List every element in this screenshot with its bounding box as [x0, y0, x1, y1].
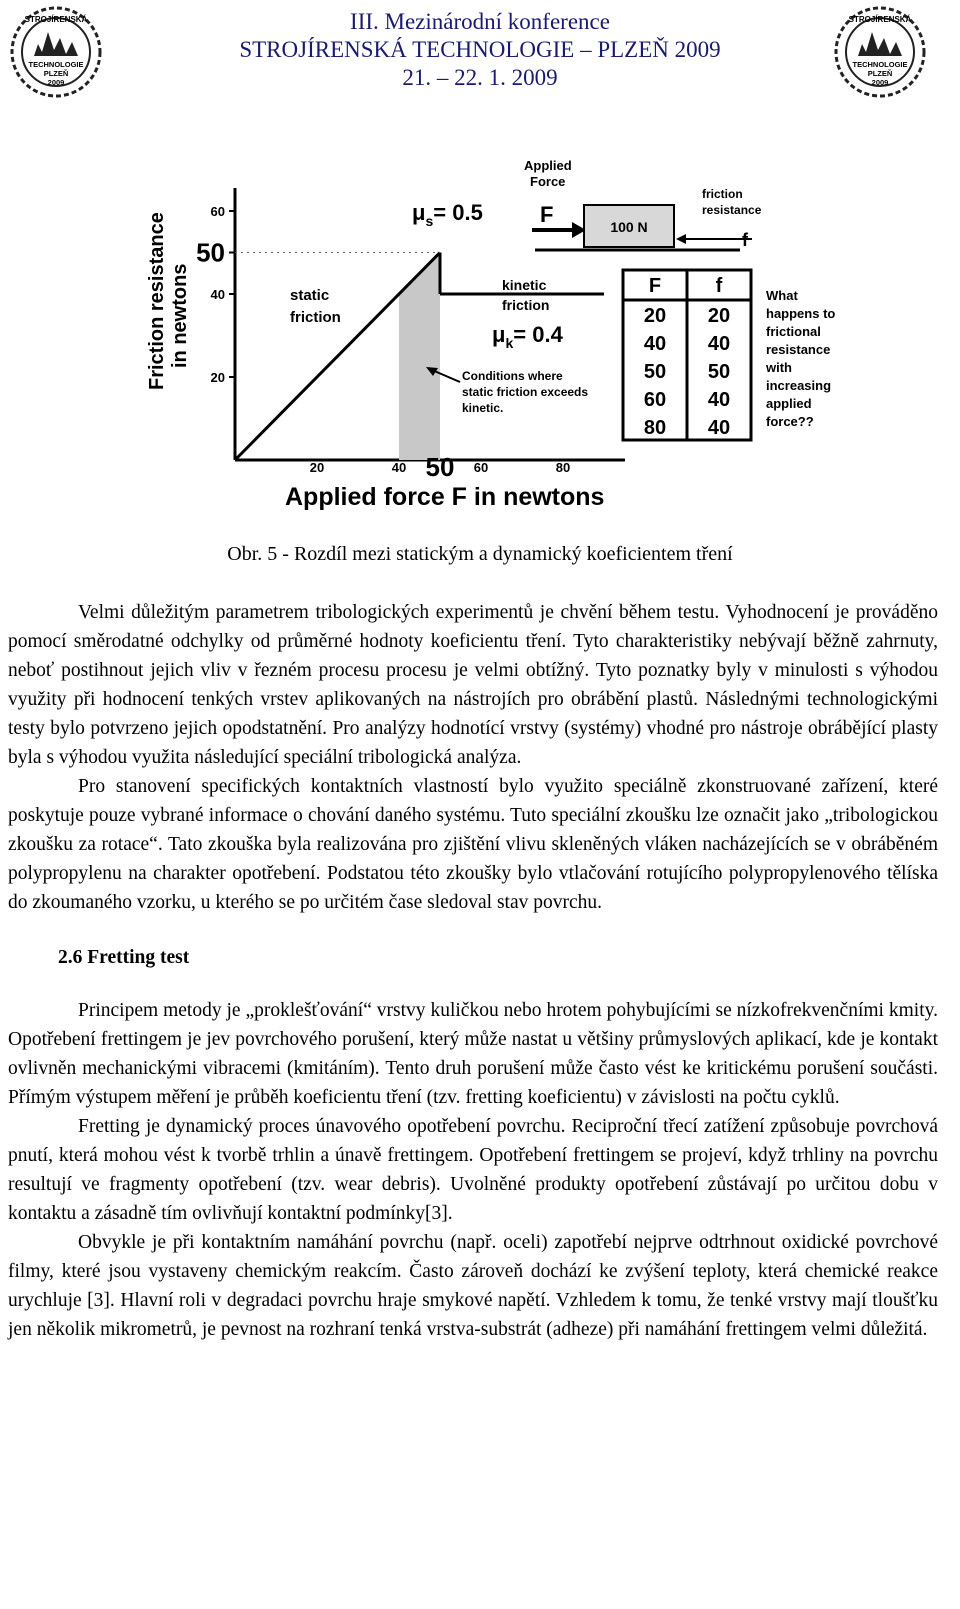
ylabel-part2: in newtons: [169, 263, 191, 368]
table-cell: 40: [643, 333, 667, 355]
x-tick-label: 40: [391, 460, 407, 475]
table-header: F: [648, 275, 662, 297]
paragraph-5: Obvykle je při kontaktním namáhání povrchu (např. oceli) zapotřebí nejprve odtrhnout oxidické povrchové filmy, které jsou vystaveny chemickým reakcím. Často zároveň dochází ke zvýšení teploty, která chemické reakce urychluje [3]. Hlavní roli v degradaci povrchu hraje smykové napětí. Vzhledem k tomu, že tenké vrstvy mají tloušťku jen několik mikrometrů, je pevnost na rozhraní tenká vrstva-substrát (adheze) při namáhání frettingem velmi důležitá.: [8, 1232, 938, 1340]
mu-k-label: [492, 322, 564, 351]
y-tick-label: 60: [210, 204, 225, 219]
mu-s-value: = 0.5: [433, 200, 483, 225]
table-cell: 40: [707, 417, 731, 439]
block-label: 100 N: [610, 219, 648, 235]
x-tick-label: 20: [309, 460, 325, 475]
x-tick-label: 60: [473, 460, 489, 475]
mu-k-value: = 0.4: [513, 322, 563, 347]
table-header: f: [715, 275, 723, 297]
mu-s-symbol: μ: [412, 200, 426, 225]
table-cell: 40: [707, 333, 731, 355]
header-line-3: 21. – 22. 1. 2009: [402, 65, 558, 90]
question-line: applied: [766, 396, 812, 411]
mu-k-subscript: k: [505, 335, 514, 351]
logo-line3: 2009: [47, 78, 65, 87]
conditions-label-3: kinetic.: [462, 401, 504, 415]
static-friction-label-2: friction: [290, 309, 341, 326]
logo-line3: 2009: [871, 78, 889, 87]
table-cell: 20: [707, 305, 731, 327]
logo-top-text: STROJÍRENSKÁ: [848, 15, 912, 24]
applied-force-label-1: Applied: [524, 158, 572, 173]
y-tick-label: 40: [210, 287, 225, 302]
x-tick-label: 50: [425, 452, 455, 482]
header-line-1: III. Mezinárodní konference: [350, 9, 610, 34]
table-cell: 50: [643, 361, 667, 383]
force-table: [623, 270, 751, 440]
friction-figure: [140, 150, 860, 535]
conference-header: [0, 8, 960, 92]
mu-k-symbol: μ: [492, 322, 506, 347]
logo-line1: TECHNOLOGIE: [852, 60, 908, 69]
applied-force-label-2: Force: [530, 174, 566, 189]
logo-line2: PLZEŇ: [867, 69, 893, 78]
question-line: increasing: [766, 378, 832, 393]
mu-s-subscript: s: [425, 213, 434, 229]
x-axis-label: Applied force F in newtons: [285, 483, 605, 511]
question-line: resistance: [766, 342, 831, 357]
conditions-label-1: Conditions where: [462, 369, 563, 383]
table-cell: 20: [643, 305, 667, 327]
ylabel-part1: Friction resistance: [146, 212, 168, 390]
y-axis-label-line1: [146, 212, 168, 390]
figure-caption: Obr. 5 - Rozdíl mezi statickým a dynamický koeficientem tření: [227, 543, 733, 565]
conditions-label-2: static friction exceeds: [462, 385, 589, 399]
question-line: frictional: [766, 324, 821, 339]
header-line-2: STROJÍRENSKÁ TECHNOLOGIE – PLZEŇ 2009: [239, 37, 721, 62]
friction-resistance-label-2: resistance: [702, 203, 762, 217]
kinetic-friction-label-1: kinetic: [502, 277, 547, 293]
question-line: with: [766, 360, 792, 375]
table-cell: 50: [707, 361, 731, 383]
paragraph-2: Pro stanovení specifických kontaktních vlastností bylo využito speciálně zkonstruované zařízení, které poskytuje pouze vybrané informace o chování daného systému. Tuto speciální zkoušku lze označit jako „tribologickou zkoušku za rotace“. Tato zkouška byla realizována pro zjištění vlivu skleněných vláken nacházejících se v obráběném polypropylenu na charakter opotřebení. Podstatou této zkoušky bylo vtlačování rotujícího polypropylenového tělíska do zkoumaného vzorku, u kterého se po určitém čase sledoval stav povrchu.: [8, 776, 938, 913]
table-cell: 80: [643, 417, 667, 439]
force-symbol: F: [540, 202, 554, 227]
paragraph-3: Principem metody je „proklešťování“ vrstvy kuličkou nebo hrotem pohybujícími se nízkofrekvenčními kmity. Opotřebení frettingem je jev povrchového porušení, který může nastat u většiny průmyslových aplikací, kde je kontakt ovlivněn mechanickými vibracemi (kmitáním). Tento druh porušení může často vést ke kritickému porušení součásti. Přímým výstupem měření je průběh koeficientu tření (tzv. fretting koeficientu) v závislosti na počtu cyklů.: [8, 1000, 938, 1108]
paragraph-1: Velmi důležitým parametrem tribologických experimentů je chvění během testu. Vyhodnocení je prováděno pomocí směrodatné odchylky od průměrné hodnoty koeficientu tření. Tyto charakteristiky nebývají běžně zahrnuty, neboť postihnout jejich vliv v řezném procesu procesu je velmi obtížný. Tyto poznatky byly v minulosti s výhodou využity při hodnocení tenkých vrstev aplikovaných na nástrojích pro obrábění plastů. Následnými technologickými testy bylo potvrzeno jejich opodstatnění. Pro analýzy hodnotící vrstvy (systémy) vhodné pro nástroje obrábějící plasty byla s výhodou využita následující speciální tribologická analýza.: [8, 602, 938, 768]
table-cell: 60: [643, 389, 667, 411]
excess-static-region: [399, 253, 440, 461]
body-text: [8, 598, 938, 1344]
logo-line1: TECHNOLOGIE: [28, 60, 84, 69]
y-axis-label-line2: [169, 264, 191, 368]
section-heading: 2.6 Fretting test: [58, 947, 190, 968]
logo-top-text: STROJÍRENSKÁ: [24, 15, 88, 24]
friction-arrowhead: [676, 234, 686, 244]
mu-s-label: [412, 200, 483, 229]
friction-resistance-label-1: friction: [702, 187, 743, 201]
question-line: What: [766, 288, 798, 303]
paragraph-4: Fretting je dynamický proces únavového opotřebení povrchu. Reciproční třecí zatížení způsobuje povrchová pnutí, která mohou vést k tvorbě trhlin a únavě frettingem. Opotřebení frettingem se projeví, když trhliny na povrchu resultují ve fragmenty opotřebení (tzv. wear debris). Uvolněné produkty opotřebení zůstávají po určitou dobu v kontaktu a zásadně tím ovlivňují kontaktní podmínky[3].: [8, 1116, 938, 1224]
question-line: force??: [766, 414, 814, 429]
friction-symbol: f: [742, 230, 748, 250]
table-cell: 40: [707, 389, 731, 411]
static-friction-label-1: static: [290, 287, 330, 304]
y-tick-label: 50: [196, 237, 225, 268]
kinetic-friction-label-2: friction: [502, 297, 550, 313]
question-annotation: [765, 288, 835, 429]
question-line: happens to: [766, 306, 836, 321]
y-tick-label: 20: [210, 370, 225, 385]
x-tick-label: 80: [555, 460, 571, 475]
friction-chart: [140, 150, 860, 535]
logo-line2: PLZEŇ: [43, 69, 69, 78]
